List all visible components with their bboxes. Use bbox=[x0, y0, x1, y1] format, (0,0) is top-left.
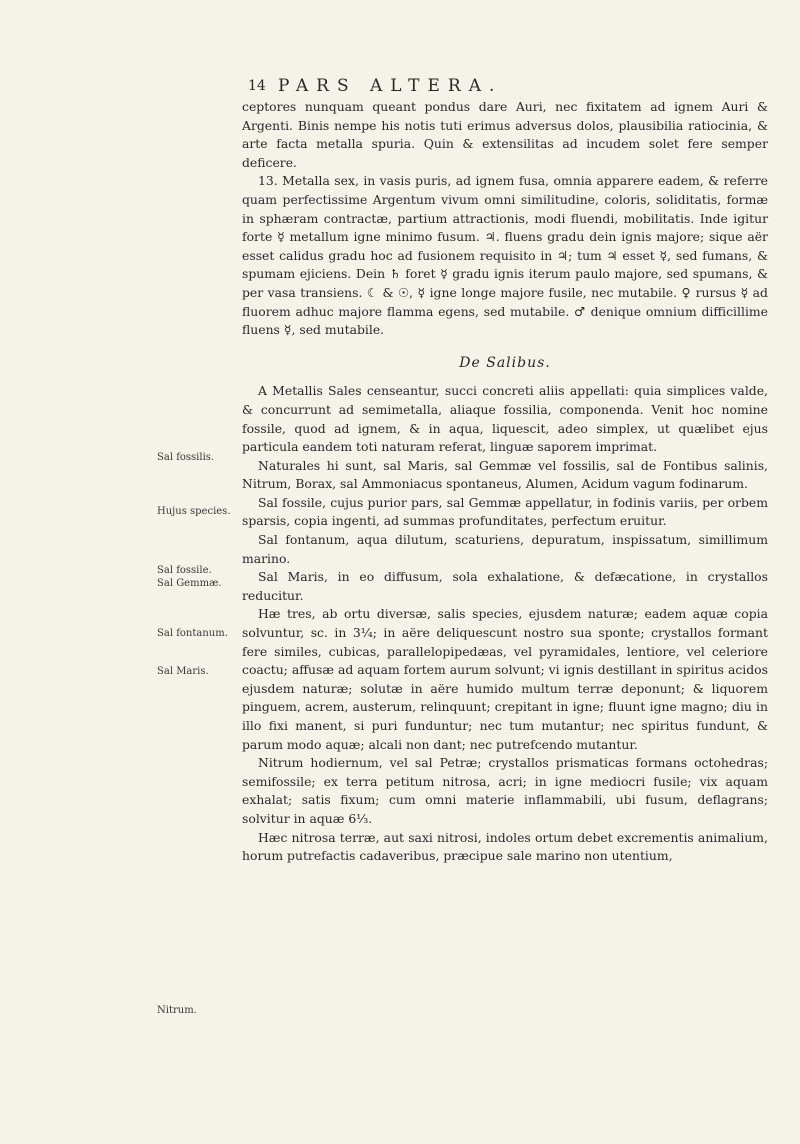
paragraph: Hæc nitrosa terræ, aut saxi nitrosi, indoles ortum debet excrementis animalium, horum putrefactis cadaveribus, præcipue sale marino non utentium, bbox=[242, 829, 768, 864]
margin-note: Hujus species. bbox=[157, 506, 231, 517]
paragraph: Nitrum hodiernum, vel sal Petræ; crystallos prismaticas formans octohedras; semifossile; ex terra petitum nitrosa, acri; in igne mediocri fusile; vix aquam exhalat; satis fixum; cum omni materie inflammabili, ubi fusum, deflagrans; solvitur in aquæ 6⅓. bbox=[242, 755, 768, 826]
margin-note: Nitrum. bbox=[157, 1005, 197, 1016]
margin-note: Sal fontanum. bbox=[157, 628, 228, 639]
margin-note: Sal Maris. bbox=[157, 666, 209, 677]
paragraph: Sal fossile, cujus purior pars, sal Gemmæ appellatur, in fodinis variis, per orbem sparsis, copia ingenti, ad summas profunditates, perfectum eruitur. bbox=[242, 494, 768, 529]
margin-note: Sal fossilis. bbox=[157, 452, 215, 463]
paragraph: Sal Maris, in eo diffusum, sola exhalatione, & defæcatione, in crystallos reducitur. bbox=[242, 569, 768, 603]
page-header bbox=[248, 76, 768, 100]
paragraph: Hæ tres, ab ortu diversæ, salis species, ejusdem naturæ; eadem aquæ copia solvuntur, sc. in 3¼; in aëre deliquescunt nostro sua sponte; crystallos formant fere similes, cubicas, parallelopipedæas, vel pyramidales, lentiore, vel celeriore coactu; affusæ ad aquam fortem aurum solvunt; vi ignis destillant in spiritus acidos ejusdem naturæ; solutæ in aëre humido multum terræ deponunt; & liquorem pinguem, acrem, austerum, relinquunt; crepitant in igne; fluunt igne magno; diu in illo fixi manent, si puri funduntur; nec tum mutantur; nec spiritus fundunt, & parum modo aquæ; alcali non dant; nec putrefcendo mutantur. bbox=[242, 606, 768, 752]
margin-note: Sal fossile. bbox=[157, 565, 212, 576]
paragraph: Naturales hi sunt, sal Maris, sal Gemmæ vel fossilis, sal de Fontibus salinis, Nitrum, Borax, sal Ammoniacus spontaneus, Alumen, Acidum vagum fodinarum. bbox=[242, 457, 768, 492]
running-head: PARS ALTERA. bbox=[278, 76, 503, 96]
paragraph: A Metallis Sales censeantur, succi concreti aliis appellati: quia simplices valde, & concurrunt ad semimetalla, aliaque fossilia, componenda. Venit hoc nomine fossile, quod ad ignem, & in aqua, liquescit, adeo simplex, ut quælibet ejus particula eandem toti naturam referat, linguæ saporem imprimat. bbox=[242, 383, 768, 455]
page-number: 14 bbox=[248, 78, 266, 94]
margin-note: Sal Gemmæ. bbox=[157, 578, 222, 589]
section-title: De Salibus. bbox=[459, 354, 551, 371]
body-text bbox=[242, 98, 768, 866]
paragraph: Sal fontanum, aqua dilutum, scaturiens, depuratum, inspissatum, simillimum marino. bbox=[242, 532, 768, 566]
paragraph: ceptores nunquam queant pondus dare Auri, nec fixitatem ad ignem Auri & Argenti. Binis nempe his notis tuti erimus adversus dolos, plausibilia ratiocinia, & arte facta metalla spuria. Quin & extensilitas ad incudem solet fere semper deficere. bbox=[242, 99, 768, 170]
paragraph: 13. Metalla sex, in vasis puris, ad ignem fusa, omnia apparere eadem, & referre quam perfectissime Argentum vivum omni similitudine, coloris, soliditatis, formæ in sphæram contractæ, partium attractionis, modi fluendi, mobilitatis. Inde igitur forte ☿ metallum igne minimo fusum. ♃. fluens gradu dein ignis majore; sique aër esset calidus gradu hoc ad fusionem requisito in ♃; tum ♃ esset ☿, sed fumans, & spumam ejiciens. Dein ♄ foret ☿ gradu ignis iterum paulo majore, sed spumans, & per vasa transiens. ☾ & ☉, ☿ igne longe majore fusile, nec mutabile. ♀ rursus ☿ ad fluorem adhuc majore flamma egens, sed mutabile. ♂ denique omnium difficillime fluens ☿, sed mutabile. bbox=[242, 173, 768, 338]
